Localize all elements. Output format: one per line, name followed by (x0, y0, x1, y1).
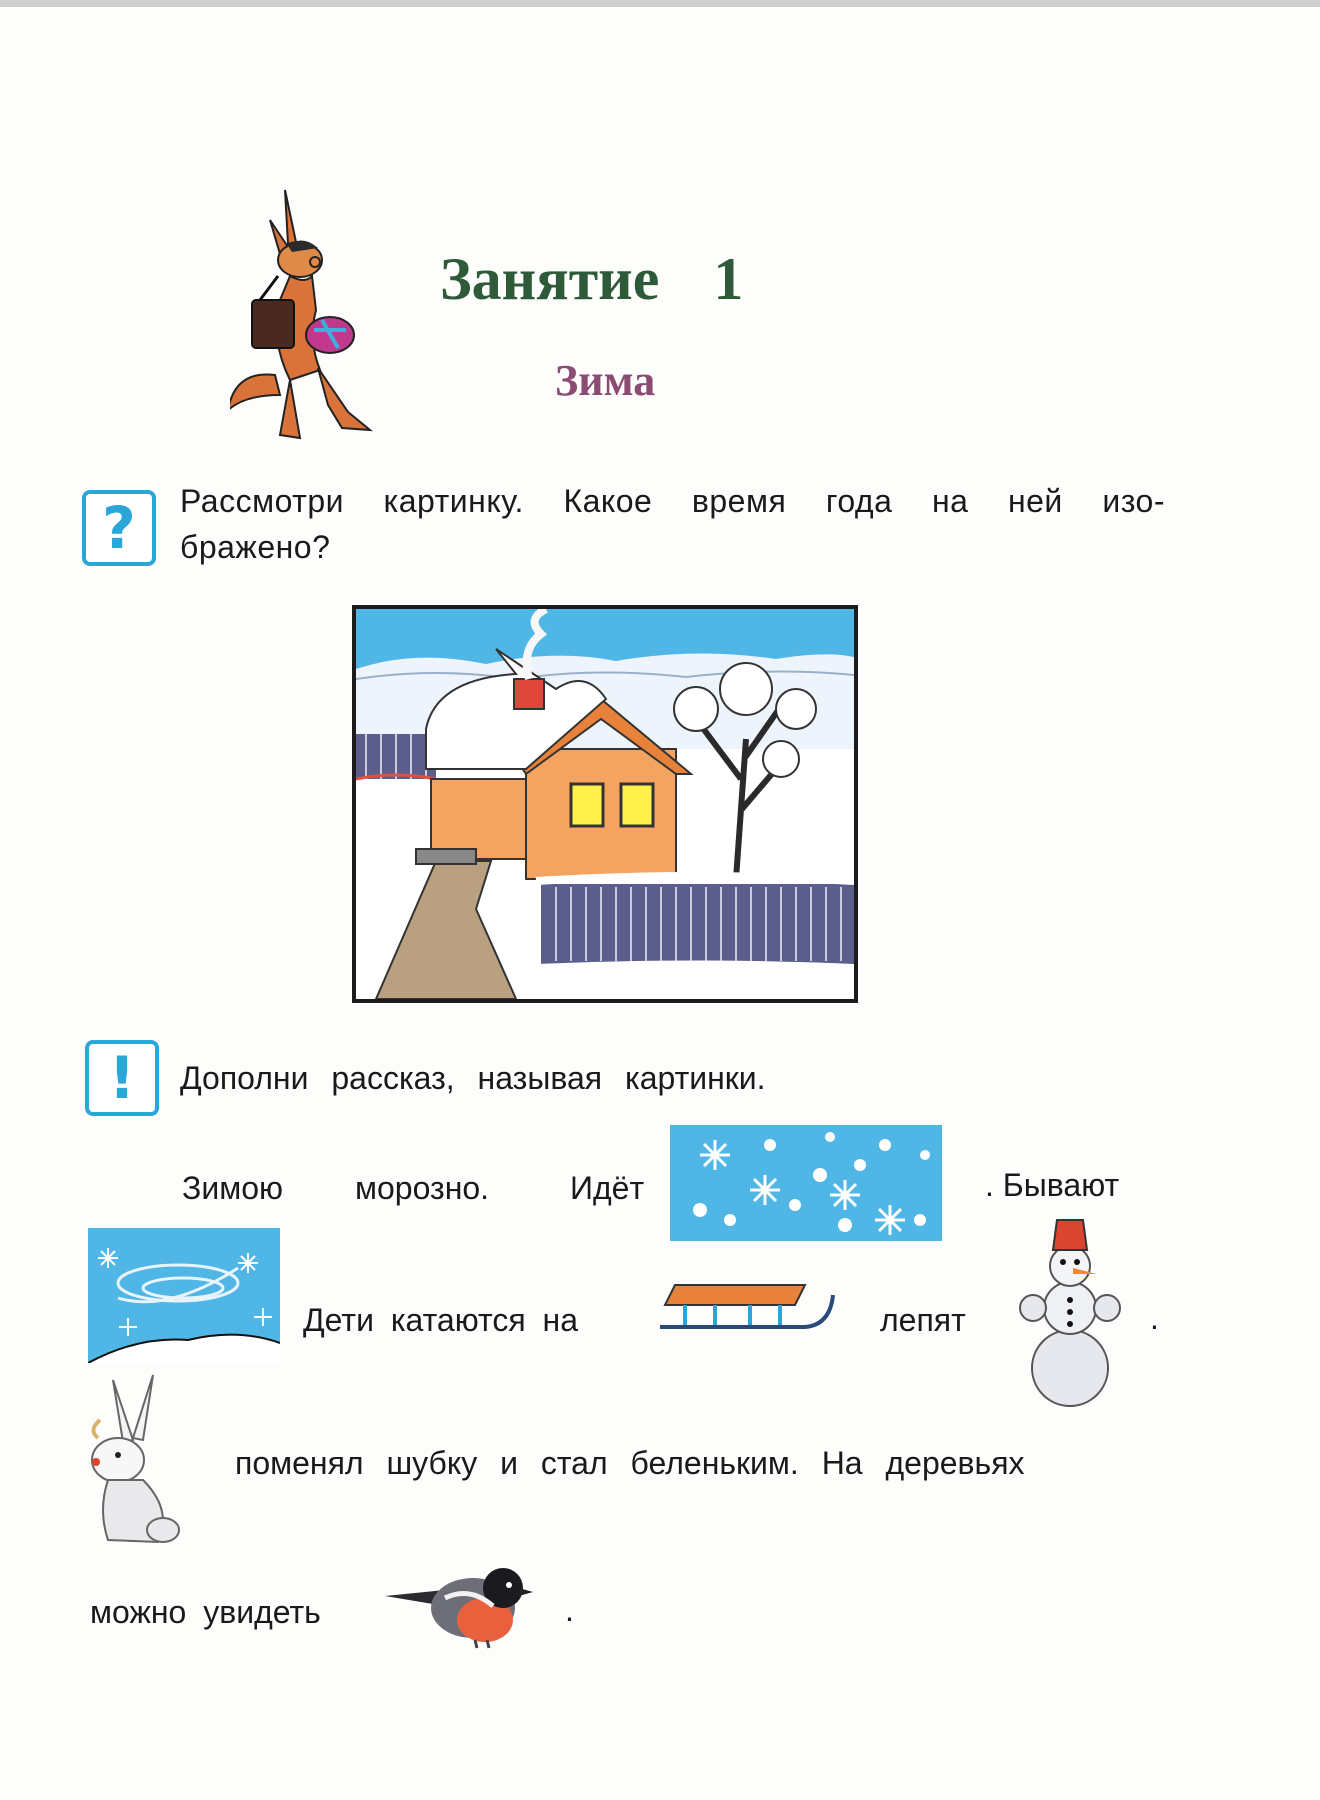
story-word-lepyat: лепят (880, 1302, 966, 1338)
sled-picture (655, 1275, 840, 1340)
task1-line1: Рассмотри картинку. Какое время года на ней изо- (180, 483, 1165, 519)
bullfinch-picture (385, 1558, 535, 1650)
lesson-title (440, 245, 743, 314)
story-phrase-mozhno: можно увидеть (90, 1594, 321, 1630)
blizzard-picture (88, 1228, 280, 1363)
story-period-1: . (1150, 1300, 1159, 1336)
story-word-idet: Идёт (570, 1170, 645, 1206)
story-word-morozno: морозно. (355, 1170, 490, 1206)
lesson-title-word: Занятие (440, 246, 660, 312)
snowman-picture (1015, 1208, 1125, 1408)
kangaroo-postman-icon (230, 180, 380, 450)
snowfall-picture (670, 1125, 942, 1241)
story-phrase-deti: Дети катаются на (303, 1302, 578, 1338)
story-period-2: . (565, 1592, 574, 1628)
lesson-number: 1 (713, 246, 744, 312)
lesson-topic: Зима (555, 356, 656, 405)
exclamation-mark-icon: ! (85, 1040, 159, 1116)
story-word-zimoyu: Зимою (182, 1170, 283, 1206)
question-mark-icon: ? (82, 490, 156, 566)
task1-line2: бражено? (180, 529, 331, 565)
winter-house-picture (352, 605, 858, 1003)
story-phrase-hare: поменял шубку и стал беленьким. На деревьях (235, 1445, 1025, 1481)
task1-text (180, 478, 1165, 570)
task2-instruction: Дополни рассказ, называя картинки. (180, 1060, 766, 1096)
story-word-byvayut: . Бывают (985, 1167, 1120, 1203)
white-hare-picture (78, 1370, 188, 1550)
page-top-edge (0, 0, 1320, 7)
